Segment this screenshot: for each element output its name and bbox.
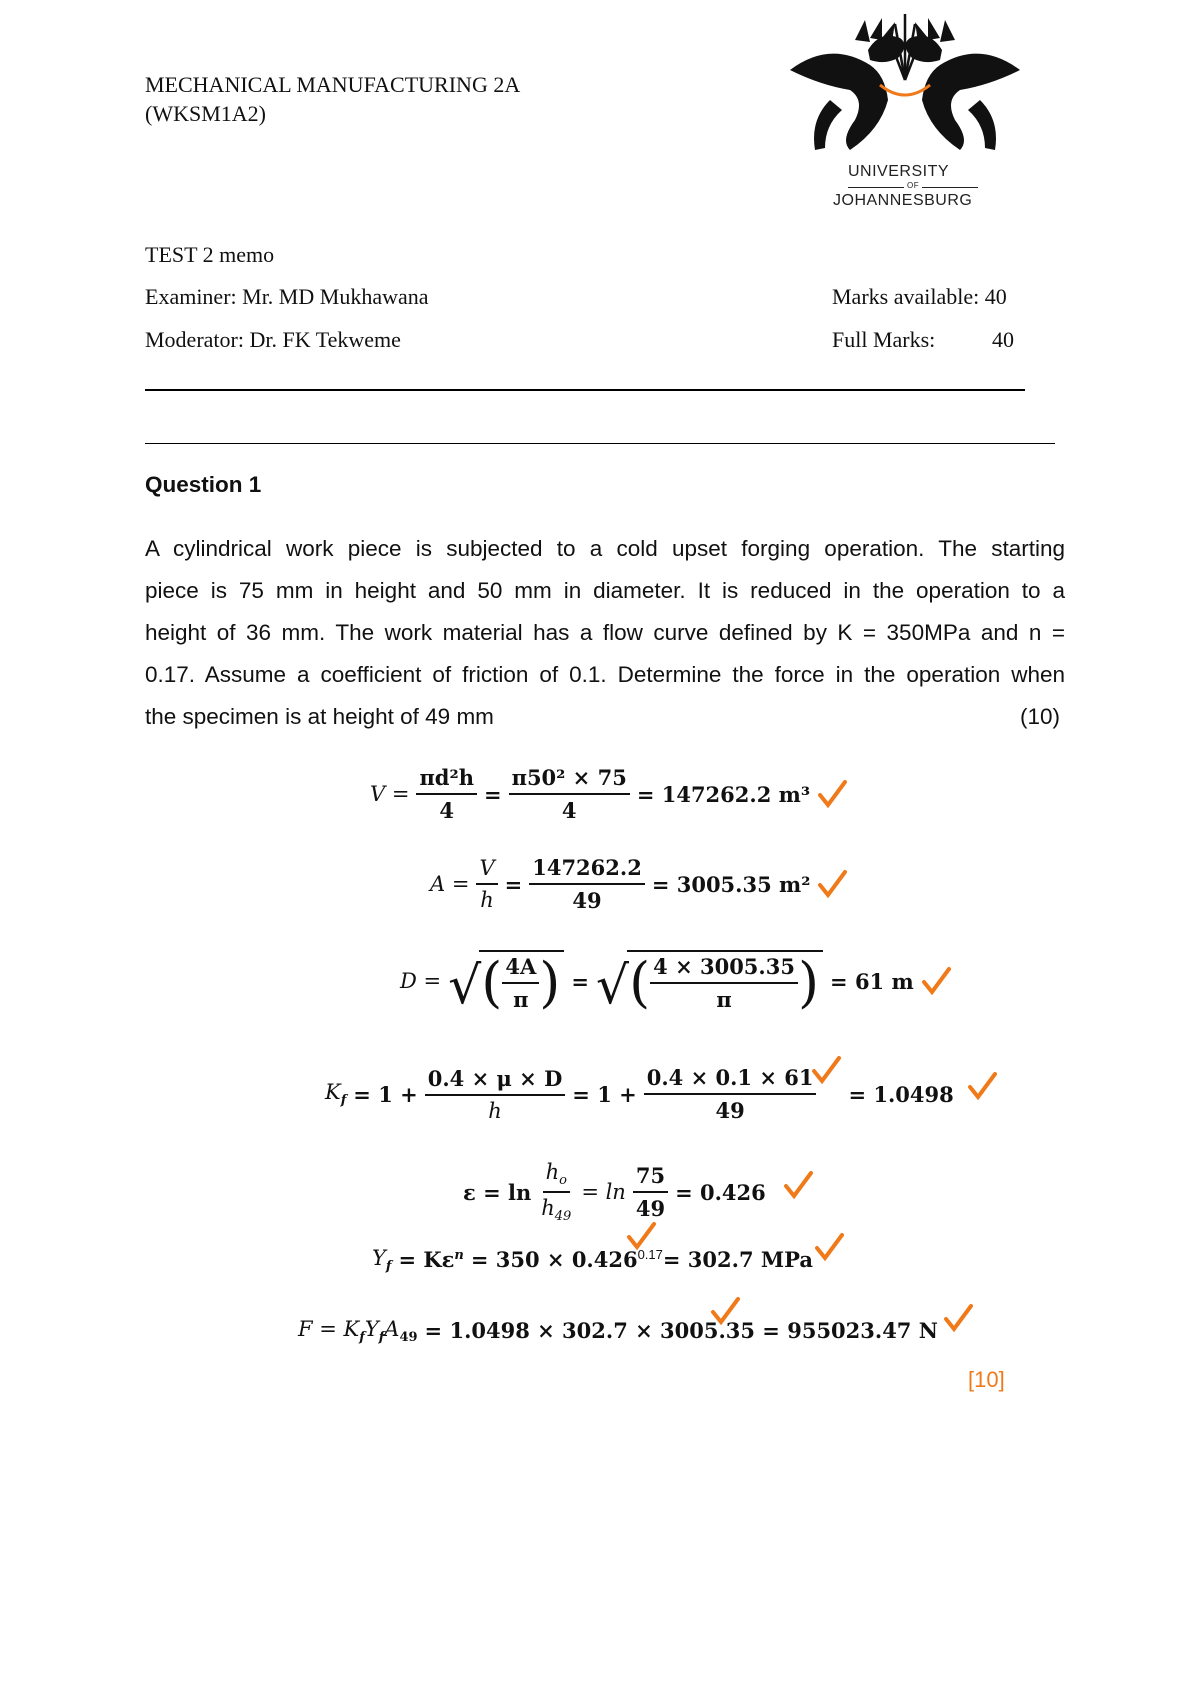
radical-icon: √	[448, 956, 482, 1016]
left-paren: (	[629, 951, 651, 1014]
eq-d-sqrt2-body	[627, 950, 823, 1012]
eq-e-mid: = ln	[581, 1180, 626, 1205]
checkmark-icon	[943, 1303, 973, 1333]
eq-v-frac2-num: π50² × 75	[509, 765, 630, 795]
eq-v-lhs: V =	[370, 782, 410, 806]
equation-volume	[370, 765, 847, 823]
birds-emblem-icon	[770, 10, 1040, 160]
eq-d-frac2-den: π	[716, 987, 732, 1012]
eq-e-frac-1	[538, 1160, 574, 1224]
eq-yf-result: = 302.7 MPa	[662, 1247, 813, 1273]
eq-kf-frac2-num: 0.4 × 0.1 × 61	[644, 1065, 817, 1095]
eq-kf-lhs-eq: = 1 +	[353, 1081, 418, 1107]
eq-kf-frac-1	[425, 1066, 566, 1123]
header-rule-1	[145, 389, 1025, 391]
radical-icon: √	[595, 956, 630, 1016]
eq-v-equals: =	[483, 781, 502, 807]
checkmark-icon	[710, 1296, 740, 1326]
eq-d-sqrt1-body	[479, 950, 564, 1012]
eq-yf-a: Y	[372, 1246, 386, 1270]
eq-kf-frac-2	[644, 1065, 817, 1123]
equation-area	[430, 855, 847, 913]
eq-e-frac1-num-sub: o	[559, 1173, 567, 1189]
logo-university: UNIVERSITY	[848, 163, 950, 180]
eq-e-frac2-num: 75	[633, 1163, 668, 1193]
eq-a-frac-1	[476, 856, 497, 912]
eq-a-frac2-den: 49	[572, 888, 602, 913]
eq-f-c-sub: 49	[399, 1330, 418, 1346]
examiner: Examiner: Mr. MD Mukhawana	[145, 284, 429, 309]
eq-v-frac-1	[416, 765, 477, 823]
question-heading: Question 1	[145, 472, 262, 497]
checkmark-icon	[967, 1071, 997, 1101]
eq-d-frac1-num: 4A	[502, 954, 539, 984]
eq-f-a: F = K	[298, 1317, 360, 1341]
eq-f-a-sub: f	[359, 1330, 365, 1346]
eq-kf-mid: = 1 +	[572, 1081, 637, 1107]
eq-yf-b-sup: n	[454, 1248, 464, 1264]
eq-e-frac1-num: h	[545, 1160, 560, 1184]
eq-e-frac-2	[633, 1163, 668, 1221]
eq-d-lhs: D =	[400, 969, 442, 993]
left-paren: (	[481, 951, 503, 1014]
eq-a-equals: =	[504, 871, 523, 897]
eq-e-frac1-den-sub: 49	[554, 1209, 572, 1225]
checkmark-icon	[783, 1170, 813, 1200]
eq-d-frac-1	[502, 954, 539, 1012]
eq-yf-c: = 350 × 0.426	[470, 1247, 638, 1273]
checkmark-icon	[921, 966, 951, 996]
eq-a-frac-2	[529, 855, 645, 913]
eq-v-result: = 147262.2 m³	[636, 781, 811, 807]
eq-f-b: Y	[364, 1317, 379, 1341]
eq-kf-frac2-den: 49	[715, 1098, 745, 1123]
right-paren: )	[539, 951, 561, 1014]
eq-e-frac2-den: 49	[635, 1196, 666, 1222]
full-marks-label: Full Marks:	[832, 327, 936, 352]
eq-v-frac1-den: 4	[439, 798, 455, 823]
marks-available: Marks available: 40	[832, 284, 1007, 309]
full-marks-value: 40	[992, 327, 1014, 352]
eq-yf-a-group	[372, 1245, 391, 1274]
checkmark-icon	[811, 1055, 841, 1085]
checkmark-icon	[626, 1221, 656, 1251]
total-marks: [10]	[968, 1367, 1005, 1392]
eq-yf-b-group	[398, 1247, 463, 1272]
header-rule-2	[145, 443, 1055, 444]
eq-e-frac1-den: h	[541, 1196, 555, 1221]
equation-kf	[325, 1065, 997, 1123]
question-marks: (10)	[1020, 704, 1061, 729]
logo-of: OF	[904, 181, 922, 190]
question-line-3: height of 36 mm. The work material has a flow curve defined by K = 350MPa and n =	[145, 620, 1065, 645]
course-title: MECHANICAL MANUFACTURING 2A	[145, 72, 521, 97]
eq-f-result: = 1.0498 × 302.7 × 3005.35 = 955023.47 N	[424, 1318, 938, 1344]
eq-yf-b: = Kε	[398, 1247, 455, 1273]
eq-a-result: = 3005.35 m²	[651, 871, 811, 897]
checkmark-icon	[817, 779, 847, 809]
eq-kf-lhs: K	[325, 1080, 341, 1105]
eq-e-lhs: ε = ln	[463, 1179, 532, 1205]
eq-v-frac2-den: 4	[561, 798, 577, 823]
question-line-4: 0.17. Assume a coefficient of friction of 0.1. Determine the force in the operation when	[145, 662, 1065, 687]
checkmark-icon	[814, 1232, 844, 1262]
test-title: TEST 2 memo	[145, 242, 275, 267]
eq-v-frac-2	[509, 765, 630, 823]
eq-d-sqrt-1	[448, 950, 564, 1016]
eq-yf-c-group	[471, 1247, 663, 1272]
eq-kf-frac1-num: 0.4 × μ × D	[425, 1066, 566, 1096]
eq-e-result: = 0.426	[675, 1179, 766, 1205]
question-line-2: piece is 75 mm in height and 50 mm in diameter. It is reduced in the operation to a	[145, 578, 1065, 603]
question-line-5: the specimen is at height of 49 mm	[145, 704, 494, 729]
course-code: (WKSM1A2)	[145, 101, 266, 126]
eq-kf-lhs-sub: f	[340, 1093, 347, 1109]
eq-yf-a-sub: f	[385, 1259, 392, 1275]
eq-kf-lhs-group	[325, 1079, 346, 1108]
eq-d-sqrt-2	[595, 950, 823, 1016]
eq-v-frac1-num: πd²h	[416, 765, 477, 795]
checkmark-icon	[817, 869, 847, 899]
eq-f-group	[298, 1316, 418, 1345]
eq-f-b-sub: f	[378, 1330, 385, 1346]
eq-kf-result: = 1.0498	[848, 1081, 954, 1107]
eq-a-frac1-den: h	[480, 888, 494, 912]
equation-diameter	[400, 950, 951, 1016]
eq-d-result: = 61 m	[830, 968, 914, 994]
equation-yf	[372, 1245, 844, 1274]
equation-force	[298, 1316, 973, 1345]
question-line-1: A cylindrical work piece is subjected to a cold upset forging operation. The starting	[145, 536, 1065, 561]
eq-e-frac1-den-group	[538, 1193, 574, 1224]
eq-e-frac1-num-group	[543, 1160, 570, 1193]
eq-yf-c-sup: 0.17	[637, 1247, 663, 1263]
eq-d-frac-2	[650, 954, 798, 1012]
eq-d-frac2-num: 4 × 3005.35	[650, 954, 798, 984]
eq-d-equals: =	[571, 968, 589, 994]
eq-f-c: A	[384, 1317, 400, 1341]
eq-a-lhs: A =	[430, 872, 470, 896]
moderator: Moderator: Dr. FK Tekweme	[145, 327, 401, 352]
logo-johannesburg: JOHANNESBURG	[833, 192, 973, 209]
eq-a-frac2-num: 147262.2	[529, 855, 645, 885]
eq-a-frac1-num: V	[476, 856, 497, 885]
eq-kf-frac1-den: h	[488, 1098, 502, 1123]
eq-d-frac1-den: π	[513, 987, 529, 1012]
right-paren: )	[797, 951, 820, 1014]
equation-strain	[463, 1160, 813, 1224]
university-logo	[770, 10, 1040, 215]
